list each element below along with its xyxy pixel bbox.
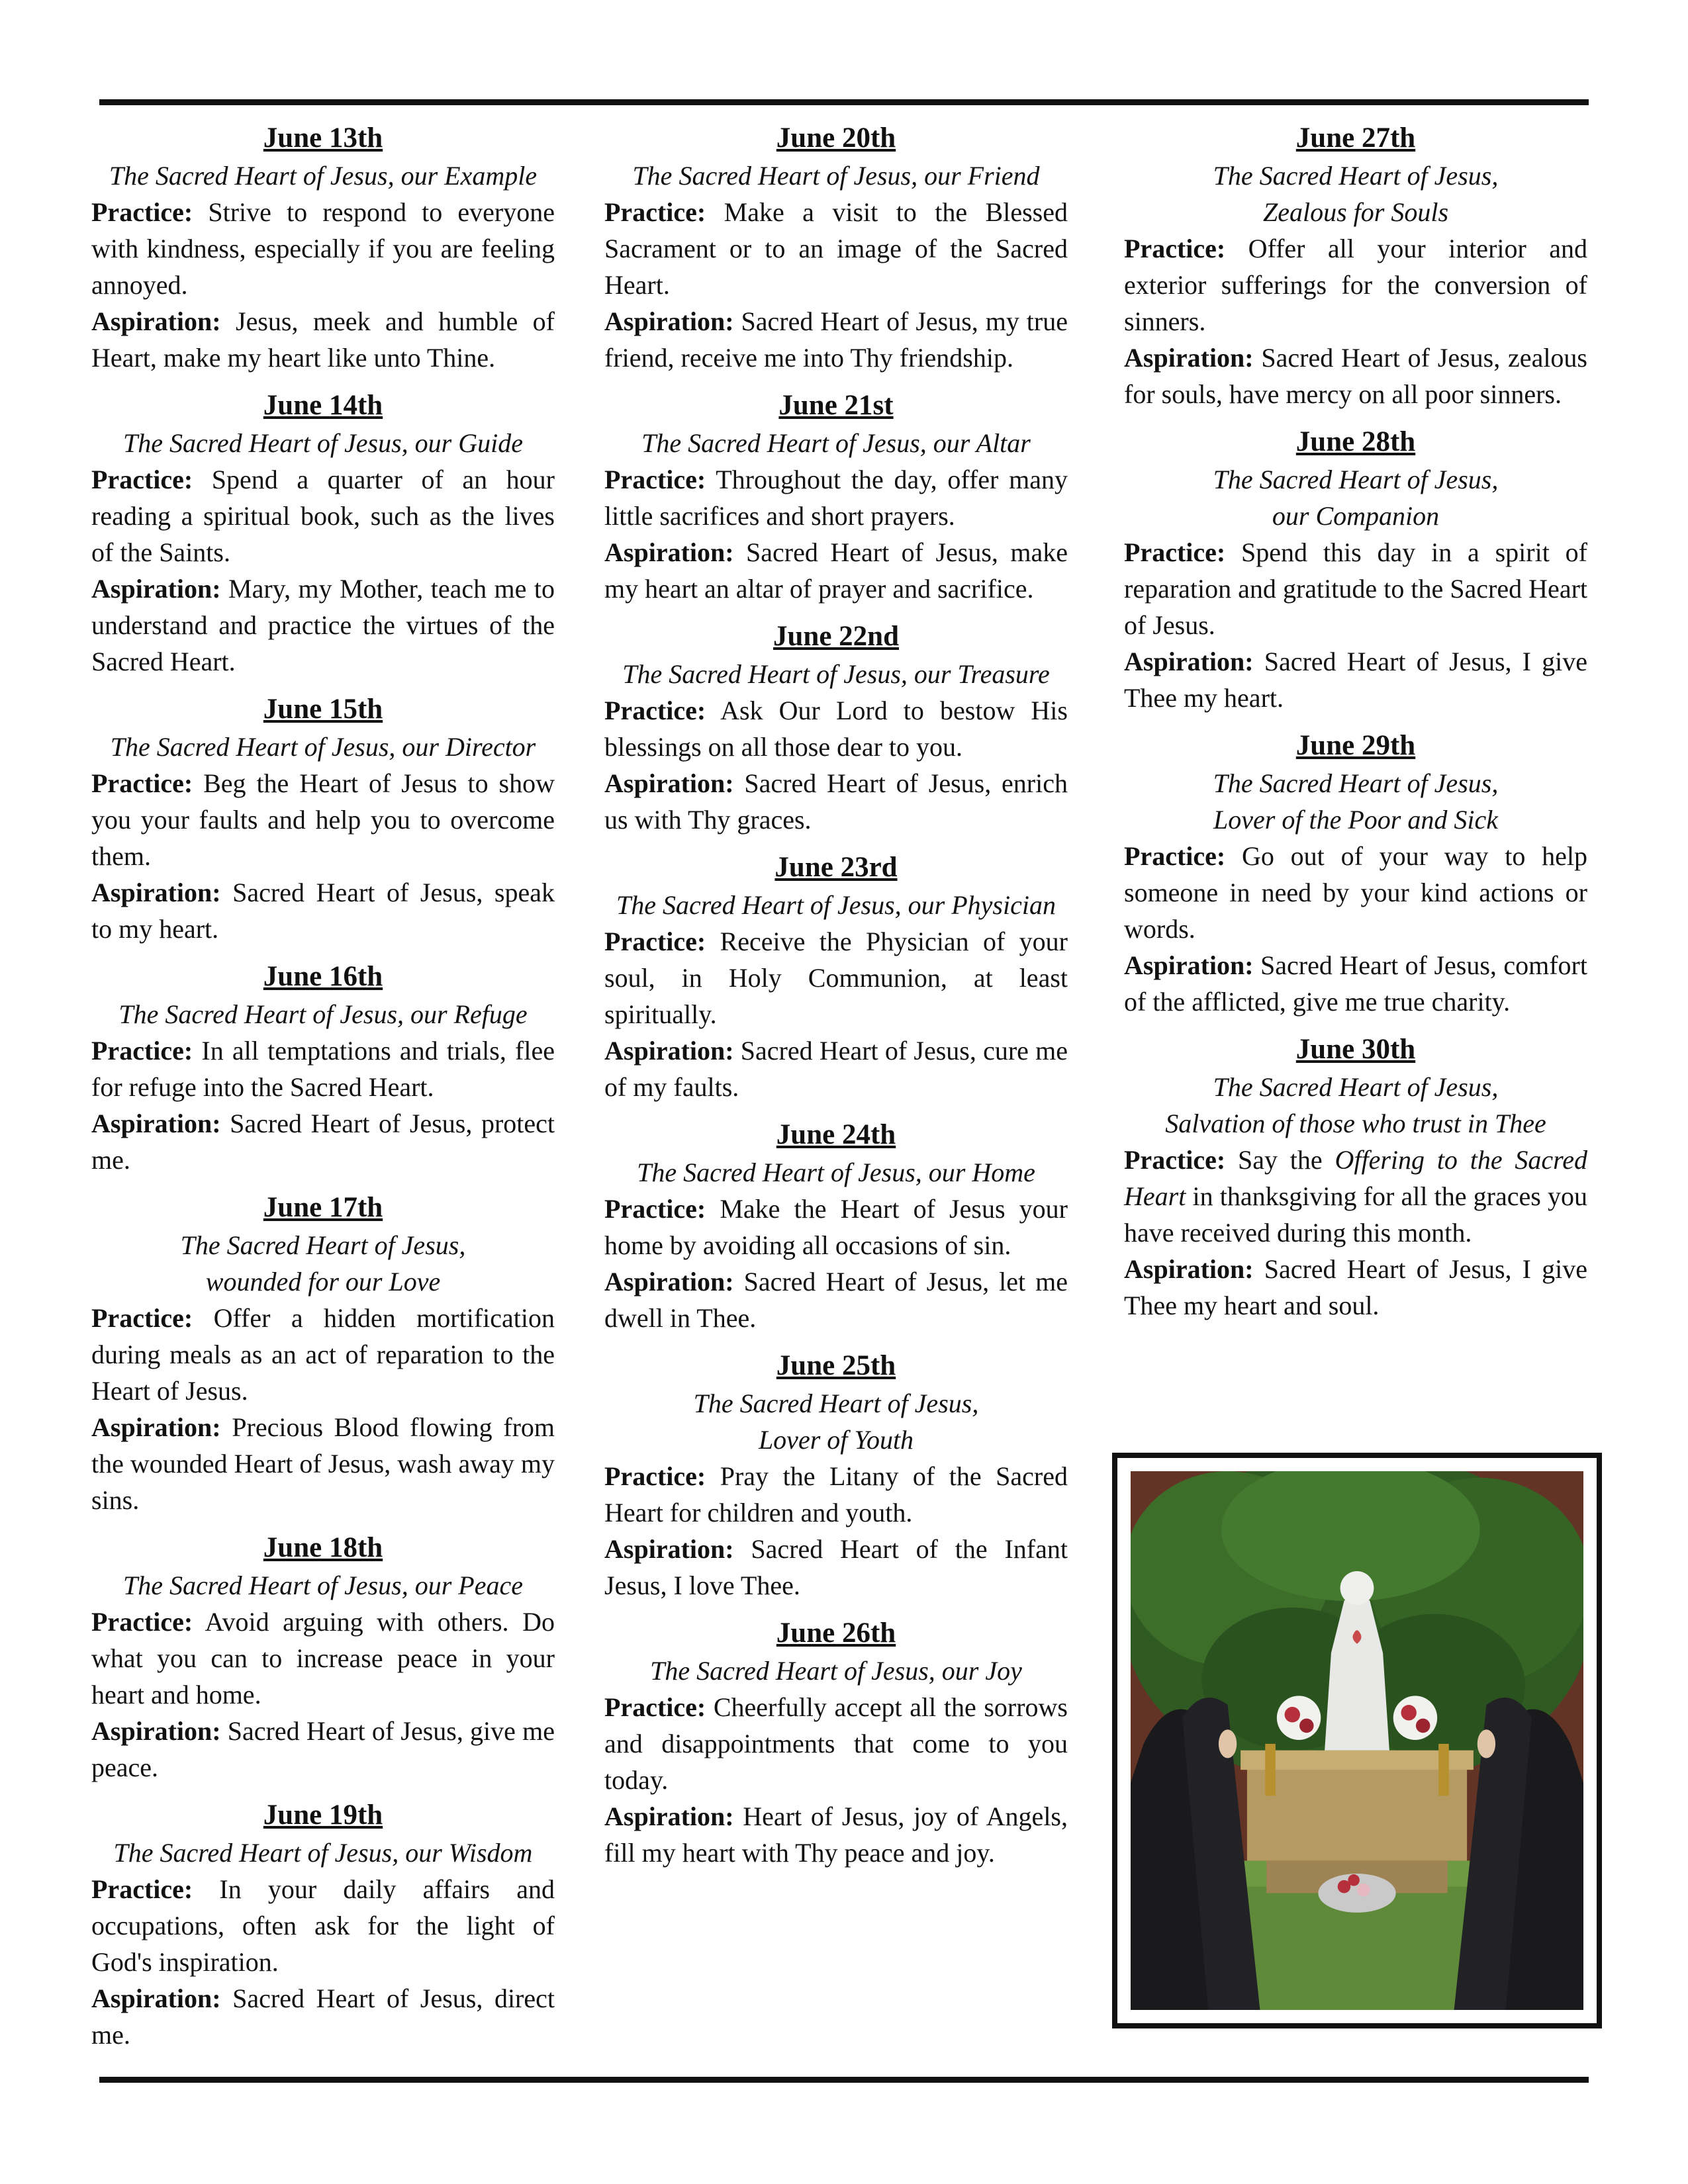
entry-subtitle: [1124, 461, 1587, 534]
entry-date: June 17th: [263, 1192, 383, 1223]
practice-body: In all temptations and trials, flee for refuge into the Sacred Heart.: [91, 1036, 555, 1102]
practice-body: Ask Our Lord to bestow His blessings on all those dear to you.: [604, 696, 1068, 762]
practice-title-italic: Offering to the Sacred Heart: [1124, 1145, 1587, 1211]
subtitle-line: The Sacred Heart of Jesus, our Treasure: [622, 659, 1050, 689]
aspiration-body: Sacred Heart of Jesus, give me peace.: [91, 1716, 555, 1782]
aspiration-label: Aspiration:: [91, 1109, 221, 1138]
entry-subtitle: [604, 158, 1068, 194]
aspiration-label: Aspiration:: [604, 768, 734, 798]
aspiration-label: Aspiration:: [604, 1534, 734, 1564]
aspiration-body: Sacred Heart of Jesus, cure me of my faults.: [604, 1036, 1068, 1102]
practice-text: [604, 692, 1068, 765]
practice-text: [1124, 534, 1587, 643]
practice-label: Practice:: [604, 1194, 706, 1224]
subtitle-line: The Sacred Heart of Jesus, our Refuge: [118, 999, 528, 1029]
aspiration-label: Aspiration:: [91, 1983, 221, 2013]
practice-text: [91, 1604, 555, 1713]
subtitle-line: Zealous for Souls: [1262, 197, 1449, 227]
top-rule: [99, 99, 1589, 105]
aspiration-text: [604, 1531, 1068, 1604]
practice-body: Offer all your interior and exterior sufferings for the conversion of sinners.: [1124, 234, 1587, 336]
entry-date: June 19th: [263, 1799, 383, 1831]
aspiration-body: Sacred Heart of Jesus, protect me.: [91, 1109, 555, 1175]
practice-text: [604, 1458, 1068, 1531]
entry-subtitle: [604, 656, 1068, 692]
practice-body: Go out of your way to help someone in need by your kind actions or words.: [1124, 841, 1587, 944]
practice-text: [604, 1689, 1068, 1798]
aspiration-text: [91, 303, 555, 376]
practice-body: Pray the Litany of the Sacred Heart for children and youth.: [604, 1461, 1068, 1527]
entry-subtitle: [91, 1835, 555, 1871]
entry-date: June 15th: [263, 694, 383, 725]
aspiration-text: [1124, 340, 1587, 412]
subtitle-line: The Sacred Heart of Jesus,: [180, 1230, 466, 1260]
practice-text: [604, 461, 1068, 534]
aspiration-label: Aspiration:: [604, 1801, 734, 1831]
entry-subtitle: [91, 158, 555, 194]
day-entry: [604, 1347, 1068, 1604]
aspiration-body: Heart of Jesus, joy of Angels, fill my heart with Thy peace and joy.: [604, 1801, 1068, 1868]
practice-label: Practice:: [91, 1607, 193, 1637]
aspiration-text: [1124, 947, 1587, 1020]
entry-date: June 23rd: [774, 852, 898, 883]
subtitle-line: The Sacred Heart of Jesus,: [1213, 161, 1499, 191]
practice-label: Practice:: [604, 696, 706, 725]
aspiration-label: Aspiration:: [1124, 343, 1254, 373]
practice-label: Practice:: [91, 197, 193, 227]
subtitle-line: The Sacred Heart of Jesus, our Joy: [650, 1656, 1022, 1686]
aspiration-label: Aspiration:: [1124, 647, 1254, 676]
practice-text: [91, 1032, 555, 1105]
entry-date: June 21st: [778, 390, 894, 421]
aspiration-body: Sacred Heart of Jesus, let me dwell in Thee.: [604, 1267, 1068, 1333]
day-entry: [604, 617, 1068, 838]
aspiration-body: Sacred Heart of the Infant Jesus, I love Thee.: [604, 1534, 1068, 1600]
entry-date: June 14th: [263, 390, 383, 421]
aspiration-body: Sacred Heart of Jesus, direct me.: [91, 1983, 555, 2050]
subtitle-line: our Companion: [1272, 501, 1440, 531]
aspiration-text: [91, 1105, 555, 1178]
aspiration-body: Sacred Heart of Jesus, I give Thee my heart and soul.: [1124, 1254, 1587, 1320]
practice-text: [91, 1871, 555, 1980]
entry-subtitle: [91, 425, 555, 461]
entry-date: June 20th: [776, 122, 896, 154]
practice-text: [604, 923, 1068, 1032]
subtitle-line: The Sacred Heart of Jesus, our Wisdom: [113, 1838, 533, 1868]
subtitle-line: The Sacred Heart of Jesus, our Physician: [616, 890, 1056, 920]
aspiration-text: [91, 570, 555, 680]
aspiration-text: [91, 1713, 555, 1786]
aspiration-text: [91, 1409, 555, 1518]
subtitle-line: Lover of Youth: [758, 1425, 914, 1455]
aspiration-body: Sacred Heart of Jesus, speak to my heart.: [91, 878, 555, 944]
entry-subtitle: [604, 1154, 1068, 1191]
subtitle-line: The Sacred Heart of Jesus, our Peace: [123, 1570, 523, 1600]
aspiration-label: Aspiration:: [91, 574, 221, 604]
aspiration-label: Aspiration:: [604, 1267, 734, 1297]
practice-body: Spend this day in a spirit of reparation and gratitude to the Sacred Heart of Jesus.: [1124, 537, 1587, 640]
practice-label: Practice:: [91, 768, 193, 798]
day-entry: [91, 387, 555, 680]
aspiration-body: Sacred Heart of Jesus, I give Thee my heart.: [1124, 647, 1587, 713]
aspiration-text: [91, 1980, 555, 2053]
column-2: [604, 119, 1068, 1882]
aspiration-body: Sacred Heart of Jesus, my true friend, receive me into Thy friendship.: [604, 306, 1068, 373]
entry-subtitle: [604, 887, 1068, 923]
aspiration-label: Aspiration:: [604, 1036, 734, 1066]
practice-label: Practice:: [604, 1692, 706, 1722]
practice-body: Avoid arguing with others. Do what you can to increase peace in your heart and home.: [91, 1607, 555, 1709]
entry-date: June 16th: [263, 961, 383, 992]
practice-body: Make the Heart of Jesus your home by avoiding all occasions of sin.: [604, 1194, 1068, 1260]
column-1: [91, 119, 555, 2064]
practice-text: [1124, 838, 1587, 947]
aspiration-text: [604, 303, 1068, 376]
aspiration-body: Jesus, meek and humble of Heart, make my heart like unto Thine.: [91, 306, 555, 373]
entry-subtitle: [91, 996, 555, 1032]
aspiration-label: Aspiration:: [91, 1412, 221, 1442]
day-entry: [91, 1529, 555, 1786]
subtitle-line: The Sacred Heart of Jesus, our Guide: [123, 428, 523, 458]
day-entry: [91, 1189, 555, 1518]
practice-label: Practice:: [91, 1874, 193, 1904]
aspiration-body: Sacred Heart of Jesus, zealous for souls, have mercy on all poor sinners.: [1124, 343, 1587, 409]
day-entry: [91, 958, 555, 1178]
aspiration-label: Aspiration:: [91, 1716, 221, 1746]
practice-fragment: Say the: [1225, 1145, 1335, 1175]
column-3: [1124, 119, 1587, 1334]
entry-subtitle: [1124, 158, 1587, 230]
entry-subtitle: [604, 425, 1068, 461]
aspiration-label: Aspiration:: [91, 878, 221, 907]
subtitle-line: Lover of the Poor and Sick: [1213, 805, 1498, 835]
subtitle-line: The Sacred Heart of Jesus, our Director: [110, 732, 536, 762]
entry-subtitle: [91, 729, 555, 765]
practice-label: Practice:: [1124, 234, 1226, 263]
entry-date: June 26th: [776, 1617, 896, 1649]
practice-body: Receive the Physician of your soul, in Holy Communion, at least spiritually.: [604, 927, 1068, 1029]
aspiration-body: Mary, my Mother, teach me to understand and practice the virtues of the Sacred Heart.: [91, 574, 555, 676]
practice-text: [604, 1191, 1068, 1263]
sacred-heart-shrine-photo: [1112, 1453, 1602, 2028]
subtitle-line: The Sacred Heart of Jesus, our Altar: [641, 428, 1031, 458]
practice-text: [604, 194, 1068, 303]
subtitle-line: The Sacred Heart of Jesus,: [1213, 465, 1499, 494]
day-entry: [604, 1614, 1068, 1871]
day-entry: [604, 848, 1068, 1105]
day-entry: [1124, 727, 1587, 1020]
aspiration-label: Aspiration:: [604, 306, 734, 336]
subtitle-line: The Sacred Heart of Jesus, our Home: [637, 1158, 1035, 1187]
entry-subtitle: [604, 1385, 1068, 1458]
practice-text: [91, 765, 555, 874]
aspiration-text: [604, 1798, 1068, 1871]
practice-label: Practice:: [1124, 537, 1226, 567]
aspiration-text: [604, 534, 1068, 607]
practice-text: [1124, 230, 1587, 340]
altar-cloth: [1247, 1757, 1467, 1861]
practice-body: Make a visit to the Blessed Sacrament or to an image of the Sacred Heart.: [604, 197, 1068, 300]
day-entry: [1124, 119, 1587, 412]
subtitle-line: Salvation of those who trust in Thee: [1165, 1109, 1546, 1138]
entry-date: June 18th: [263, 1532, 383, 1563]
subtitle-line: The Sacred Heart of Jesus,: [693, 1388, 979, 1418]
day-entry: [604, 1116, 1068, 1336]
entry-date: June 27th: [1295, 122, 1416, 154]
entry-subtitle: [1124, 765, 1587, 838]
entry-date: June 29th: [1295, 730, 1416, 761]
aspiration-body: Sacred Heart of Jesus, comfort of the afflicted, give me true charity.: [1124, 950, 1587, 1017]
practice-label: Practice:: [91, 1303, 193, 1333]
day-entry: [91, 690, 555, 947]
subtitle-line: The Sacred Heart of Jesus, our Example: [109, 161, 538, 191]
practice-label: Practice:: [91, 1036, 193, 1066]
subtitle-line: The Sacred Heart of Jesus, our Friend: [632, 161, 1040, 191]
aspiration-label: Aspiration:: [604, 537, 734, 567]
practice-label: Practice:: [1124, 1145, 1226, 1175]
entry-date: June 24th: [776, 1119, 896, 1150]
entry-date: June 30th: [1295, 1034, 1416, 1065]
practice-text: [91, 1300, 555, 1409]
entry-subtitle: [91, 1567, 555, 1604]
practice-text: [91, 461, 555, 570]
aspiration-label: Aspiration:: [1124, 950, 1254, 980]
practice-fragment: in thanksgiving for all the graces you have received during this month.: [1124, 1181, 1587, 1248]
day-entry: [91, 119, 555, 376]
practice-label: Practice:: [604, 1461, 706, 1491]
subtitle-line: wounded for our Love: [205, 1267, 441, 1297]
practice-body: In your daily affairs and occupations, often ask for the light of God's inspiration.: [91, 1874, 555, 1977]
day-entry: [1124, 423, 1587, 716]
practice-body: Spend a quarter of an hour reading a spiritual book, such as the lives of the Saints.: [91, 465, 555, 567]
shrine-illustration: [1131, 1471, 1583, 2010]
day-entry: [1124, 1030, 1587, 1324]
practice-text: [91, 194, 555, 303]
aspiration-label: Aspiration:: [91, 306, 221, 336]
aspiration-text: [604, 1032, 1068, 1105]
day-entry: [604, 387, 1068, 607]
aspiration-text: [91, 874, 555, 947]
day-entry: [91, 1796, 555, 2053]
practice-body: Offer a hidden mortification during meals as an act of reparation to the Heart of Jesus.: [91, 1303, 555, 1406]
practice-body: Cheerfully accept all the sorrows and disappointments that come to you today.: [604, 1692, 1068, 1795]
aspiration-text: [1124, 1251, 1587, 1324]
aspiration-text: [604, 1263, 1068, 1336]
entry-subtitle: [1124, 1069, 1587, 1142]
practice-label: Practice:: [91, 465, 193, 494]
aspiration-body: Precious Blood flowing from the wounded Heart of Jesus, wash away my sins.: [91, 1412, 555, 1515]
bottom-rule: [99, 2077, 1589, 2083]
practice-label: Practice:: [604, 927, 706, 956]
practice-text: [1124, 1142, 1587, 1251]
practice-body: Strive to respond to everyone with kindness, especially if you are feeling annoyed.: [91, 197, 555, 300]
entry-subtitle: [604, 1653, 1068, 1689]
aspiration-body: Sacred Heart of Jesus, enrich us with Thy graces.: [604, 768, 1068, 835]
day-entry: [604, 119, 1068, 376]
practice-body: Throughout the day, offer many little sacrifices and short prayers.: [604, 465, 1068, 531]
entry-date: June 25th: [776, 1350, 896, 1381]
practice-label: Practice:: [604, 465, 706, 494]
entry-date: June 28th: [1295, 426, 1416, 457]
aspiration-label: Aspiration:: [1124, 1254, 1254, 1284]
aspiration-text: [604, 765, 1068, 838]
practice-body: Beg the Heart of Jesus to show you your faults and help you to overcome them.: [91, 768, 555, 871]
entry-date: June 13th: [263, 122, 383, 154]
subtitle-line: The Sacred Heart of Jesus,: [1213, 1072, 1499, 1102]
practice-label: Practice:: [604, 197, 706, 227]
entry-subtitle: [91, 1227, 555, 1300]
aspiration-body: Sacred Heart of Jesus, make my heart an altar of prayer and sacrifice.: [604, 537, 1068, 604]
aspiration-text: [1124, 643, 1587, 716]
practice-label: Practice:: [1124, 841, 1226, 871]
subtitle-line: The Sacred Heart of Jesus,: [1213, 768, 1499, 798]
entry-date: June 22nd: [773, 621, 899, 652]
